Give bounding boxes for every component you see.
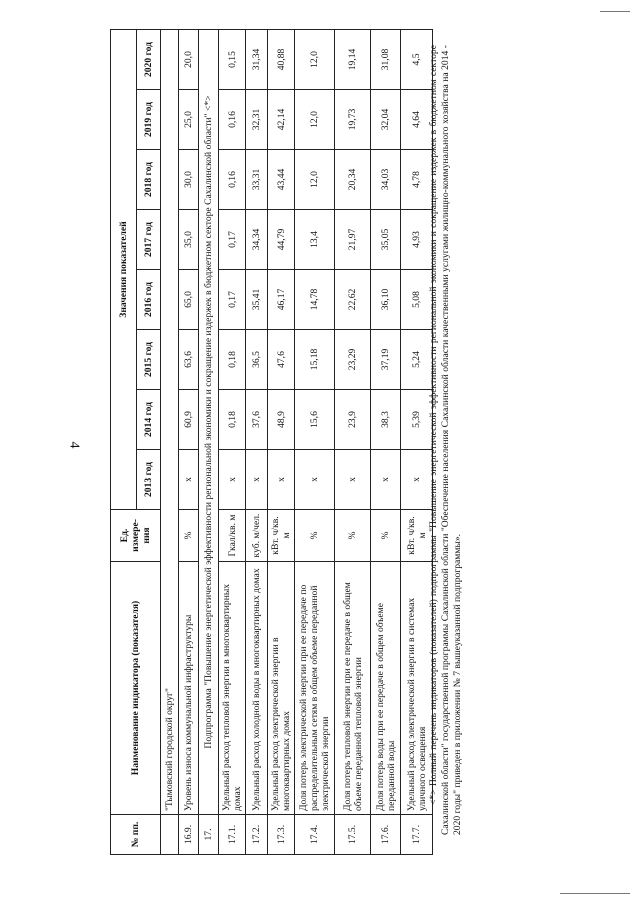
value-cell: 42,14 <box>268 90 295 150</box>
value-cell: 31,08 <box>371 30 401 90</box>
value-cell: 20,34 <box>335 150 371 210</box>
value-cell: 19,73 <box>335 90 371 150</box>
value-cell: 43,44 <box>268 150 295 210</box>
value-cell: 0,18 <box>219 390 246 450</box>
value-cell: 36,10 <box>371 270 401 330</box>
section-row <box>161 30 179 855</box>
header-year: 2013 год <box>137 450 161 510</box>
header-year: 2017 год <box>137 210 161 270</box>
header-values-group: Значения показателей <box>111 30 137 510</box>
value-cell: 31,34 <box>246 30 268 90</box>
value-cell: 37,19 <box>371 330 401 390</box>
value-cell: 35,41 <box>246 270 268 330</box>
header-year: 2019 год <box>137 90 161 150</box>
value-cell: х <box>179 450 199 510</box>
value-cell: 21,97 <box>335 210 371 270</box>
value-cell: 0,16 <box>219 90 246 150</box>
value-cell: 4,78 <box>401 150 433 210</box>
row-number: 17.1. <box>219 815 246 855</box>
value-cell: 0,16 <box>219 150 246 210</box>
row-number: 17.5. <box>335 815 371 855</box>
header-year: 2016 год <box>137 270 161 330</box>
row-number <box>161 815 179 855</box>
value-cell: 0,18 <box>219 330 246 390</box>
table-row <box>335 30 371 855</box>
footnote: <*> Полный перечень индикаторов (показателей) подпрограммы "Повышение энергетической эффективности региональной экономики и сокращение издержек в бюджетном секторе Сахалинской области" государственной программы Сахалинской области "Обеспечение населения Сахалинской области качественными услугами жилищно-коммунального хозяйства на 2014 - 2020 годы" приведен в приложении № 7 вышеуказанной подпрограммы». <box>428 45 463 835</box>
value-cell: 60,9 <box>179 390 199 450</box>
value-cell: 19,14 <box>335 30 371 90</box>
section-title: Подпрограмма "Повышение энергетической эффективности региональной экономики и сокращение издержек в бюджетном секторе Сахалинской области" <*> <box>199 30 219 815</box>
value-cell: 22,62 <box>335 270 371 330</box>
top-right-mark <box>600 11 630 12</box>
value-cell: х <box>295 450 335 510</box>
value-cell: 23,9 <box>335 390 371 450</box>
value-cell: 34,03 <box>371 150 401 210</box>
value-cell: х <box>219 450 246 510</box>
bottom-right-mark <box>560 893 630 894</box>
unit-cell: % <box>295 510 335 562</box>
row-number: 17. <box>199 815 219 855</box>
indicators-table <box>110 29 433 855</box>
value-cell: 4,64 <box>401 90 433 150</box>
value-cell: 5,24 <box>401 330 433 390</box>
value-cell: х <box>246 450 268 510</box>
table-row <box>295 30 335 855</box>
table-row <box>179 30 199 855</box>
value-cell: 48,9 <box>268 390 295 450</box>
header-year: 2014 год <box>137 390 161 450</box>
value-cell: 15,6 <box>295 390 335 450</box>
indicator-name: Доля потерь воды при ее передаче в общем объеме переданной воды <box>371 562 401 815</box>
value-cell: 44,79 <box>268 210 295 270</box>
table-row <box>371 30 401 855</box>
value-cell: 30,0 <box>179 150 199 210</box>
value-cell: 23,29 <box>335 330 371 390</box>
section-title: "Тымовский городской округ" <box>161 30 179 815</box>
page-number: 4 <box>66 441 82 449</box>
header-name: Наименование индикатора (показателя) <box>111 562 161 815</box>
unit-cell: кВт. ч/кв. м <box>268 510 295 562</box>
value-cell: 13,4 <box>295 210 335 270</box>
value-cell: 34,34 <box>246 210 268 270</box>
value-cell: 35,05 <box>371 210 401 270</box>
value-cell: х <box>371 450 401 510</box>
value-cell: 5,08 <box>401 270 433 330</box>
header-num: № пп. <box>111 815 161 855</box>
value-cell: 36,5 <box>246 330 268 390</box>
value-cell: 0,17 <box>219 270 246 330</box>
unit-cell: % <box>179 510 199 562</box>
value-cell: 63,6 <box>179 330 199 390</box>
row-number: 17.4. <box>295 815 335 855</box>
section-row <box>199 30 219 855</box>
row-number: 16.9. <box>179 815 199 855</box>
value-cell: 40,88 <box>268 30 295 90</box>
table-row <box>219 30 246 855</box>
header-year: 2020 год <box>137 30 161 90</box>
value-cell: 15,18 <box>295 330 335 390</box>
value-cell: 12,0 <box>295 30 335 90</box>
value-cell: х <box>268 450 295 510</box>
indicator-name: Удельный расход электрической энергии в многоквартирных домах <box>268 562 295 815</box>
indicator-name: Уровень износа коммунальной инфраструктуры <box>179 562 199 815</box>
value-cell: 25,0 <box>179 90 199 150</box>
value-cell: 0,17 <box>219 210 246 270</box>
rotated-sheet <box>110 30 495 855</box>
value-cell: 0,15 <box>219 30 246 90</box>
unit-cell: % <box>335 510 371 562</box>
value-cell: 20,0 <box>179 30 199 90</box>
indicator-name: Доля потерь тепловой энергии при ее передаче в общем объеме переданной тепловой энергии <box>335 562 371 815</box>
value-cell: 35,0 <box>179 210 199 270</box>
header-year: 2018 год <box>137 150 161 210</box>
value-cell: 4,5 <box>401 30 433 90</box>
unit-cell: куб. м/чел. <box>246 510 268 562</box>
row-number: 17.7. <box>401 815 433 855</box>
value-cell: 12,0 <box>295 150 335 210</box>
row-number: 17.3. <box>268 815 295 855</box>
value-cell: 14,78 <box>295 270 335 330</box>
table-row <box>246 30 268 855</box>
unit-cell: % <box>371 510 401 562</box>
value-cell: 37,6 <box>246 390 268 450</box>
header-unit: Ед. измере- ния <box>111 510 161 562</box>
table-row <box>268 30 295 855</box>
indicator-name: Удельный расход электрической энергии в системах уличного освещения <box>401 562 433 815</box>
value-cell: х <box>335 450 371 510</box>
row-number: 17.6. <box>371 815 401 855</box>
indicator-name: Доля потерь электрической энергии при ее передаче по распределительным сетям в общем объеме переданной электрической энергии <box>295 562 335 815</box>
value-cell: 4,93 <box>401 210 433 270</box>
unit-cell: Гкал/кв. м <box>219 510 246 562</box>
value-cell: х <box>401 450 433 510</box>
value-cell: 65,0 <box>179 270 199 330</box>
indicator-name: Удельный расход холодной воды в многоквартирных домах <box>246 562 268 815</box>
value-cell: 47,6 <box>268 330 295 390</box>
header-year: 2015 год <box>137 330 161 390</box>
unit-cell: кВт. ч/кв. м <box>401 510 433 562</box>
value-cell: 5,39 <box>401 390 433 450</box>
value-cell: 32,04 <box>371 90 401 150</box>
indicator-name: Удельный расход тепловой энергии в многоквартирных домах <box>219 562 246 815</box>
value-cell: 12,0 <box>295 90 335 150</box>
value-cell: 33,31 <box>246 150 268 210</box>
value-cell: 38,3 <box>371 390 401 450</box>
value-cell: 32,31 <box>246 90 268 150</box>
value-cell: 46,17 <box>268 270 295 330</box>
row-number: 17.2. <box>246 815 268 855</box>
